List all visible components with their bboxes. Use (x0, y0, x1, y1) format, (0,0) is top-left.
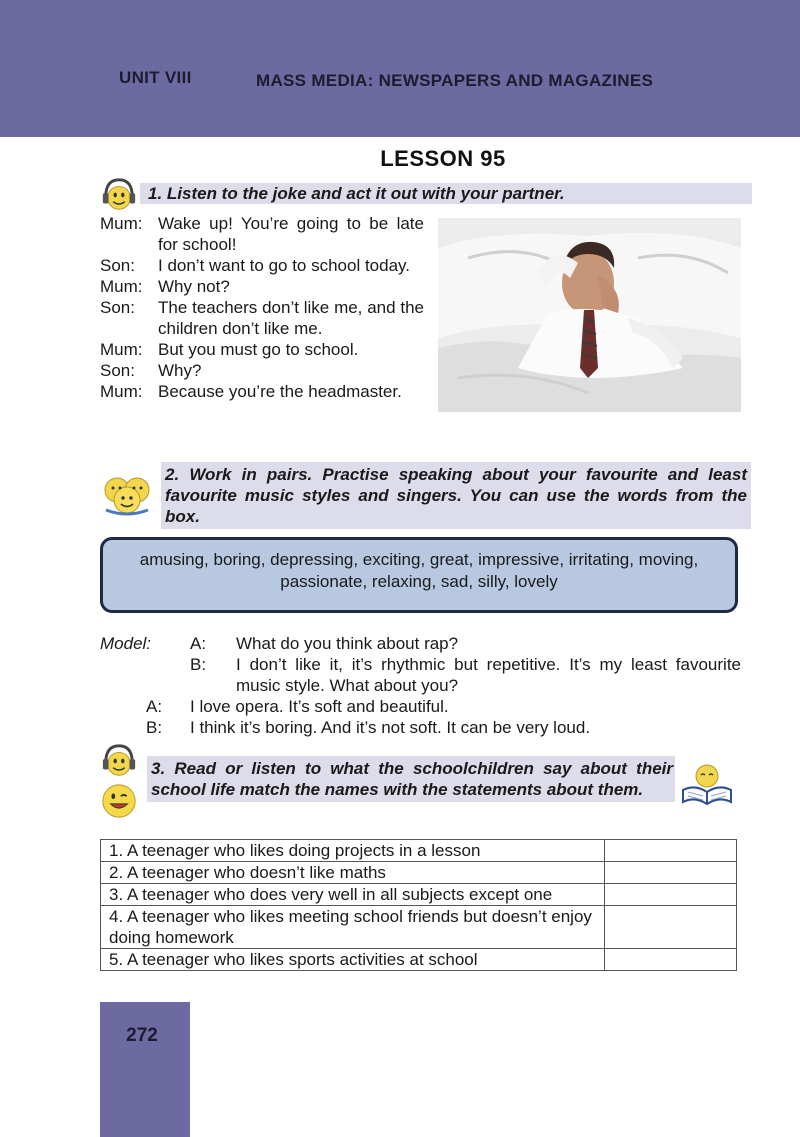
dialogue-speaker: Mum: (100, 214, 143, 233)
model-speaker: B: (146, 718, 163, 737)
dialogue-text: The teachers don’t like me, and the children don’t like me. (158, 298, 424, 338)
statement-cell: 4. A teenager who likes meeting school friends but doesn’t enjoy doing homework (101, 906, 605, 949)
word-box (100, 537, 738, 613)
dialogue-line (100, 339, 456, 360)
dialogue-line (100, 360, 456, 381)
headphones-icon (100, 176, 138, 214)
task3-instruction: 3. Read or listen to what the schoolchildren say about their school life match the names with the statements about them. (147, 756, 675, 802)
model-text: I don’t like it, it’s rhythmic but repetitive. It’s my least favourite music style. What about you? (236, 655, 741, 695)
table-row (101, 906, 737, 949)
joke-dialogue (100, 213, 456, 402)
dialogue-text: I don’t want to go to school today. (158, 256, 411, 275)
page-number: 272 (126, 1025, 158, 1046)
lesson-title: LESSON 95 (380, 146, 506, 171)
smiley-icon (100, 782, 138, 820)
dialogue-speaker: Son: (100, 361, 135, 380)
table-row (101, 949, 737, 971)
statement-cell: 3. A teenager who does very well in all subjects except one (101, 884, 605, 906)
dialogue-speaker: Mum: (100, 382, 143, 401)
dialogue-text: But you must go to school. (158, 340, 359, 359)
model-speaker: A: (190, 634, 207, 653)
dialogue-line (100, 276, 456, 297)
sleeping-man-photo (438, 218, 741, 412)
dialogue-speaker: Mum: (100, 340, 143, 359)
unit-title: MASS MEDIA: NEWSPAPERS AND MAGAZINES (256, 71, 654, 90)
answer-cell[interactable] (605, 862, 737, 884)
dialogue-line (100, 255, 456, 276)
dialogue-text: Why not? (158, 277, 230, 296)
answer-cell[interactable] (605, 840, 737, 862)
reading-icon (679, 760, 735, 808)
model-text: I think it’s boring. And it’s not soft. It can be very loud. (190, 718, 591, 737)
dialogue-speaker: Son: (100, 256, 135, 275)
answer-cell[interactable] (605, 949, 737, 971)
model-speaker: B: (190, 655, 207, 674)
friends-icon (100, 470, 154, 516)
model-text: I love opera. It’s soft and beautiful. (190, 697, 449, 716)
model-text: What do you think about rap? (236, 634, 459, 653)
task2-instruction: 2. Work in pairs. Practise speaking about your favourite and least favourite music styles and singers. You can use the words from the box. (161, 462, 751, 529)
page-number-tab (100, 1002, 190, 1137)
statement-cell: 2. A teenager who doesn’t like maths (101, 862, 605, 884)
dialogue-line (100, 381, 456, 402)
statement-cell: 1. A teenager who likes doing projects in a lesson (101, 840, 605, 862)
dialogue-line (100, 297, 456, 339)
dialogue-text: Because you’re the headmaster. (158, 382, 402, 401)
model-speaker: A: (146, 697, 163, 716)
table-row (101, 862, 737, 884)
word-box-text: amusing, boring, depressing, exciting, great, impressive, irritating, moving, passionate, relaxing, sad, silly, lovely (139, 550, 699, 591)
statement-cell: 5. A teenager who likes sports activities at school (101, 949, 605, 971)
table-row (101, 884, 737, 906)
headphones-icon (100, 742, 138, 780)
unit-label: UNIT VIII (119, 68, 192, 87)
dialogue-speaker: Mum: (100, 277, 143, 296)
table-row (101, 840, 737, 862)
statements-table (100, 839, 737, 971)
model-label: Model: (100, 634, 152, 653)
dialogue-speaker: Son: (100, 298, 135, 317)
dialogue-text: Wake up! You’re going to be late for school! (158, 214, 424, 254)
dialogue-text: Why? (158, 361, 202, 380)
answer-cell[interactable] (605, 906, 737, 949)
answer-cell[interactable] (605, 884, 737, 906)
task1-instruction: 1. Listen to the joke and act it out with your partner. (140, 183, 752, 204)
dialogue-line (100, 213, 456, 255)
